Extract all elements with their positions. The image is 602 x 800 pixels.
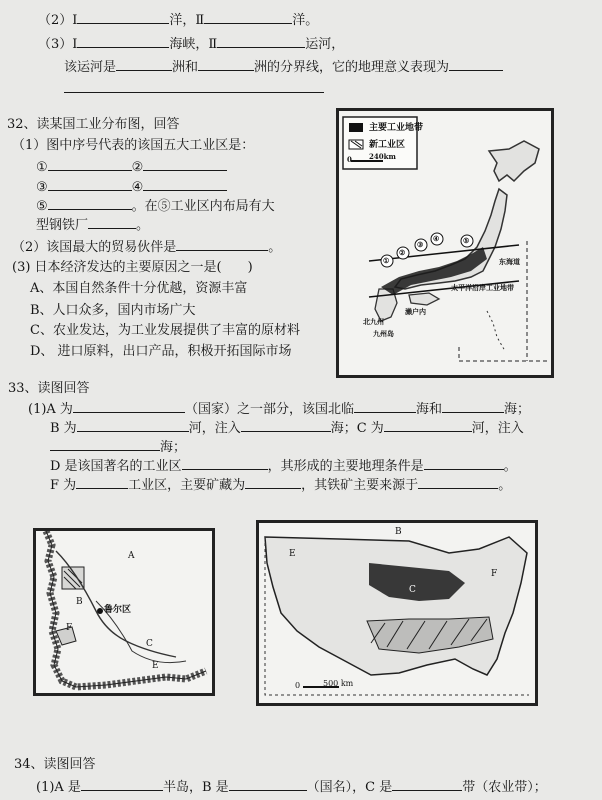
usa-map-graphic	[259, 523, 535, 703]
q32-num-1: ①	[36, 160, 48, 175]
q32-steel-line	[36, 216, 149, 234]
map-right-label-f: F	[491, 569, 498, 579]
q32-option-b: B、人口众多，国内市场广大	[30, 303, 196, 318]
map-right-label-b: B	[395, 527, 402, 537]
map-left-label-e: E	[152, 661, 159, 671]
label-kitakyushu: 北九州	[363, 317, 384, 326]
q32-row-3	[36, 197, 275, 215]
q32-num-3: ③	[36, 180, 48, 195]
q34-l1-t3: （国名），C 是	[306, 780, 393, 795]
q31-item3-text-2: 运河，	[305, 37, 345, 52]
map-left-label-a: A	[128, 551, 135, 561]
q32-blank-5[interactable]	[48, 197, 132, 210]
q33-line1	[28, 400, 530, 418]
circle-label-1: ①	[383, 256, 390, 265]
q32-row-2	[36, 178, 227, 196]
map-left-label-city: 鲁尔区	[104, 605, 132, 615]
q32-title: 32、读某国工业分布图，回答	[7, 117, 180, 132]
q31-blank-strait[interactable]	[77, 35, 169, 48]
q32-blank-3[interactable]	[48, 178, 132, 191]
q33-line4	[50, 457, 517, 475]
q33-title: 33、读图回答	[8, 381, 90, 396]
circle-label-3: ③	[417, 240, 424, 249]
q32-steel-period: 。	[136, 218, 150, 233]
q33-line5	[50, 476, 511, 494]
q33-line3	[50, 438, 186, 456]
q31-item3	[38, 35, 344, 53]
q32-option-a: A、本国自然条件十分优越，资源丰富	[30, 281, 248, 296]
q32-sub2-text: （2）该国最大的贸易伙伴是	[12, 240, 177, 255]
q33-l2-t2: 河，注入	[188, 421, 241, 436]
legend-new-label: 新工业区	[369, 140, 406, 150]
q32-row-1	[36, 158, 227, 176]
q32-sub2	[12, 238, 281, 256]
q33-l1-t3: 海和	[415, 402, 442, 417]
q32-blank-4[interactable]	[143, 178, 227, 191]
label-tokai: 东海道	[499, 257, 520, 266]
q32-sub3-end: )	[247, 260, 253, 275]
q34-l1-t2: 半岛，B 是	[162, 780, 229, 795]
q33-l1-t4: 海；	[503, 402, 530, 417]
q32-num-5: ⑤	[36, 199, 48, 214]
q31-canal-text-3: 洲的分界线，它的地理意义表现为	[254, 60, 450, 75]
q33-l4-t2: ，其形成的主要地理条件是	[267, 459, 424, 474]
q32-blank-2[interactable]	[143, 158, 227, 171]
q33-blank-industrial-d[interactable]	[182, 457, 268, 470]
map-right-scale-zero: 0	[295, 681, 301, 690]
q32-steel-text: 型钢铁厂	[36, 218, 89, 233]
q31-item2-text-1: 洋，Ⅱ	[169, 13, 205, 28]
japan-industry-map	[336, 108, 554, 378]
map-right-label-e: E	[289, 549, 296, 559]
label-pacific-belt: 太平洋沿岸工业地带	[451, 283, 514, 292]
q33-l1-t2: （国家）之一部分，该国北临	[184, 402, 354, 417]
q33-blank-country[interactable]	[73, 400, 185, 413]
q33-blank-conditions[interactable]	[424, 457, 504, 470]
q31-blank-ocean-1[interactable]	[77, 11, 169, 24]
q32-num5-suffix: 。在⑤工业区内布局有大	[131, 199, 275, 214]
q34-blank-country[interactable]	[229, 778, 307, 791]
q32-blank-partner[interactable]	[176, 238, 268, 251]
q34-blank-belt[interactable]	[392, 778, 462, 791]
shikoku-island	[409, 293, 439, 305]
circle-label-4: ④	[433, 234, 440, 243]
q31-significance-line	[64, 80, 324, 98]
q32-num-4: ④	[131, 180, 144, 195]
usa-map	[256, 520, 538, 706]
q31-item2-number: （2）Ⅰ	[38, 13, 78, 28]
q33-l5-t3: ，其铁矿主要来源于	[301, 478, 419, 493]
q32-sub3	[12, 259, 253, 276]
map-left-label-f: F	[66, 623, 73, 633]
q32-sub3-text: (3) 日本经济发达的主要原因之一是(	[12, 260, 222, 275]
q33-l5-t1: F 为	[50, 478, 77, 493]
scale-zero: 0	[347, 155, 352, 164]
scale-label: 240km	[369, 152, 396, 161]
q32-sub2-period: 。	[268, 240, 282, 255]
q31-blank-significance-2[interactable]	[64, 80, 324, 93]
city-dot	[97, 608, 103, 614]
hokkaido-island	[489, 141, 539, 181]
legend-main-swatch	[349, 123, 363, 132]
q33-l5-t4: 。	[498, 478, 512, 493]
q33-l3-t1: 海；	[160, 440, 187, 455]
q33-blank-sea-b[interactable]	[241, 419, 331, 432]
q31-item2-text-2: 洋。	[292, 13, 319, 28]
q31-blank-continent-2[interactable]	[198, 58, 254, 71]
japan-map-graphic	[339, 111, 551, 375]
q31-canal-text-2: 洲和	[172, 60, 199, 75]
q33-l2-t4: 河，注入	[471, 421, 524, 436]
q33-line2	[50, 419, 524, 437]
q33-blank-iron-source[interactable]	[418, 476, 498, 489]
q33-blank-sea-1[interactable]	[354, 400, 416, 413]
q34-line1	[36, 778, 547, 796]
q32-option-c: C、农业发达，为工业发展提供了丰富的原材料	[30, 323, 300, 338]
q32-sub1: （1）图中序号代表的该国五大工业区是：	[12, 138, 255, 153]
q33-l1-t1: (1)A 为	[28, 402, 73, 417]
q31-blank-canal[interactable]	[217, 35, 305, 48]
q33-blank-sea-c[interactable]	[50, 438, 160, 451]
q32-blank-steel[interactable]	[88, 216, 136, 229]
island-chain	[487, 311, 505, 351]
q31-canal-line	[64, 58, 503, 76]
q32-option-d: D、 进口原料，出口产品，积极开拓国际市场	[30, 344, 292, 359]
q32-blank-1[interactable]	[48, 158, 132, 171]
q33-l2-t1: B 为	[50, 421, 77, 436]
q33-blank-sea-2[interactable]	[442, 400, 504, 413]
map-right-label-c: C	[409, 585, 416, 595]
usa-outline	[265, 537, 527, 675]
q31-canal-text-1: 该运河是	[64, 60, 117, 75]
circle-label-2: ②	[399, 248, 406, 257]
q32-num-2: ②	[131, 160, 144, 175]
q33-l2-t3: 海；C 为	[330, 421, 384, 436]
q33-blank-river-b[interactable]	[77, 419, 189, 432]
q33-blank-minerals[interactable]	[245, 476, 301, 489]
q31-item3-number: （3）Ⅰ	[38, 37, 78, 52]
q34-l1-t4: 带（农业带）；	[462, 780, 547, 795]
q31-item2	[38, 11, 318, 29]
map-right-scale: 500 km	[323, 679, 354, 688]
q34-l1-t1: (1)A 是	[36, 780, 81, 795]
circle-label-5: ⑤	[463, 236, 470, 245]
legend-main-label: 主要工业地带	[369, 123, 424, 133]
q33-blank-river-c[interactable]	[384, 419, 472, 432]
label-setouchi: 濑户内	[405, 307, 426, 316]
q31-blank-significance-1[interactable]	[449, 58, 503, 71]
q31-blank-continent-1[interactable]	[116, 58, 172, 71]
q31-item3-text-1: 海峡，Ⅱ	[169, 37, 218, 52]
map-left-label-c: C	[146, 639, 153, 649]
q33-blank-industrial-f[interactable]	[76, 476, 128, 489]
germany-map	[33, 528, 215, 696]
q33-l4-t3: 。	[503, 459, 517, 474]
q34-blank-peninsula[interactable]	[81, 778, 163, 791]
q33-l5-t2: 工业区，主要矿藏为	[128, 478, 246, 493]
q34-title: 34、读图回答	[14, 757, 96, 772]
q33-l4-t1: D 是该国著名的工业区	[50, 459, 182, 474]
q31-blank-ocean-2[interactable]	[204, 11, 292, 24]
map-left-label-b: B	[76, 597, 83, 607]
label-kyushu: 九州岛	[373, 329, 394, 338]
